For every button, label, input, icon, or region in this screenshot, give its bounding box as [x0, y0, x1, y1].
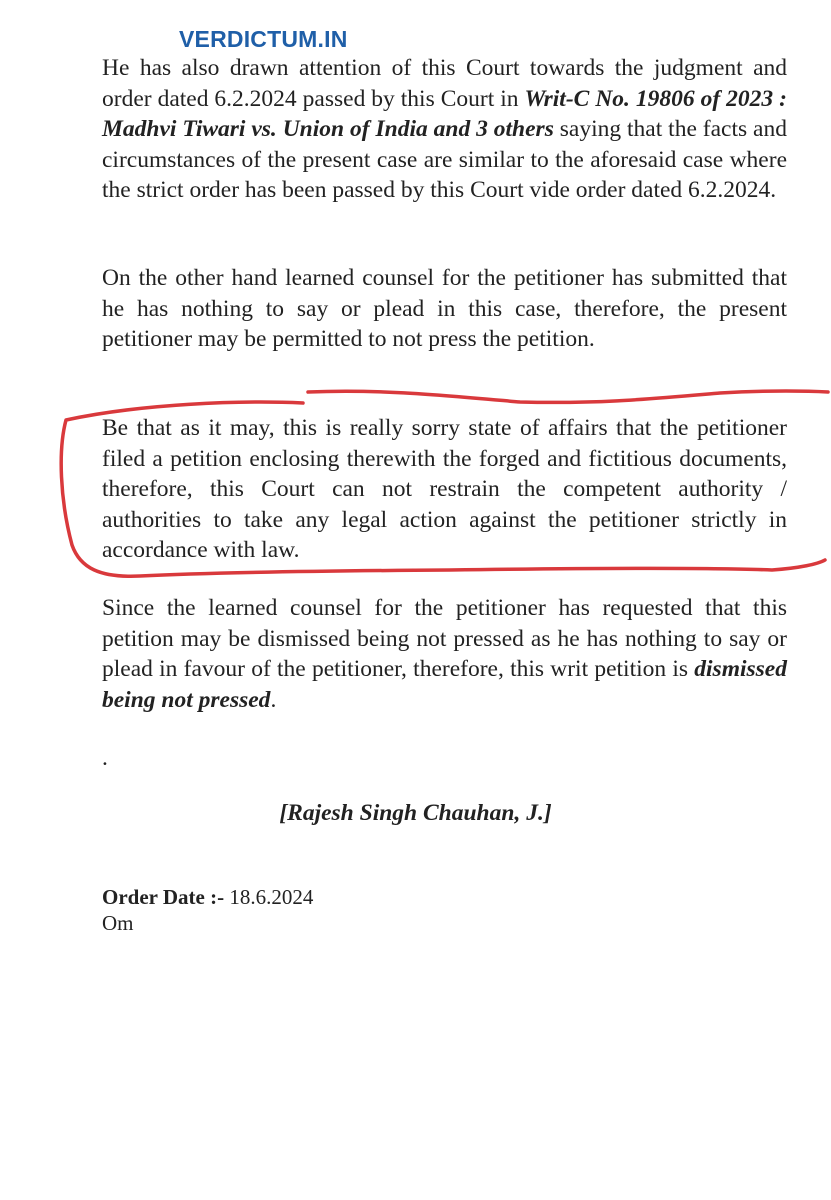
paragraph-text: . — [270, 686, 277, 713]
paragraph-precedent — [102, 53, 787, 206]
disposal-emphasis: dismissed being not pressed — [102, 656, 787, 713]
order-date-value: 18.6.2024 — [224, 885, 314, 909]
paragraph-disposal — [102, 593, 787, 715]
paragraph-highlighted-observation: Be that as it may, this is really sorry state of affairs that the petitioner filed a petition enclosing therewith the forged and fictitious documents, therefore, this Court can not restrain the competent authority / authorities to take any legal action against the petitioner strictly in accordance with law. — [102, 415, 787, 563]
watermark-logo: VERDICTUM.IN — [179, 26, 348, 52]
paragraph-text: saying that the facts and circumstances of the present case are similar to the aforesaid case where the strict order has been passed by this Court vide order dated 6.2.2024. — [102, 116, 787, 203]
paragraph-text: Since the learned counsel for the petitioner has requested that this petition may be dismissed being not pressed as he has nothing to say or plead in favour of the petitioner, therefore, this writ petition is — [102, 595, 787, 682]
stray-mark: . — [102, 745, 108, 771]
order-date — [102, 884, 313, 910]
clerk-initials: Om — [102, 911, 134, 935]
paragraph-text: He has also drawn attention of this Court towards the judgment and order dated 6.2.2024 passed by this Court in — [102, 55, 787, 112]
case-citation: Writ-C No. 19806 of 2023 : Madhvi Tiwari vs. Union of India and 3 others — [102, 85, 787, 142]
judge-signature: [Rajesh Singh Chauhan, J.] — [279, 800, 552, 826]
paragraph-counsel-submission: On the other hand learned counsel for the petitioner has submitted that he has nothing to say or plead in this case, therefore, the present petitioner may be permitted to not press the petition. — [102, 265, 787, 352]
red-annotation-stroke-top — [308, 391, 828, 402]
order-date-label: Order Date :- — [102, 885, 225, 909]
